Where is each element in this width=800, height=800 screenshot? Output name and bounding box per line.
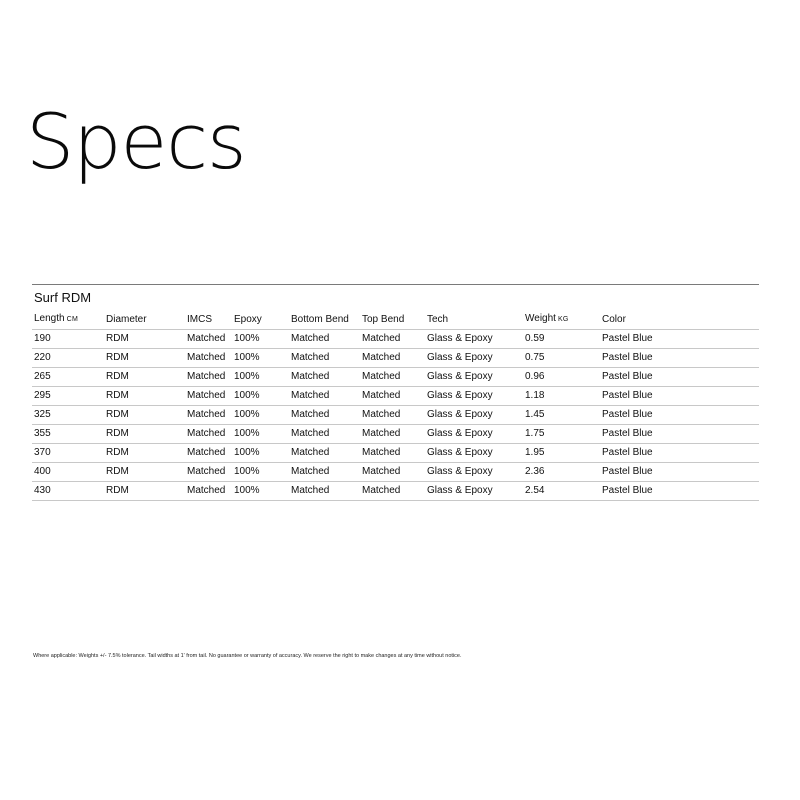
cell-top-bend: Matched: [360, 425, 425, 444]
top-divider: [32, 284, 759, 285]
cell-tech: Glass & Epoxy: [425, 425, 523, 444]
column-header-length: Length CM: [32, 310, 104, 330]
cell-weight: 2.54: [523, 482, 600, 501]
cell-imcs: Matched: [185, 368, 232, 387]
cell-tech: Glass & Epoxy: [425, 330, 523, 349]
cell-bottom-bend: Matched: [289, 482, 360, 501]
column-header-imcs: IMCS: [185, 310, 232, 330]
cell-top-bend: Matched: [360, 406, 425, 425]
cell-diameter: RDM: [104, 444, 185, 463]
cell-epoxy: 100%: [232, 368, 289, 387]
cell-bottom-bend: Matched: [289, 463, 360, 482]
cell-length: 325: [32, 406, 104, 425]
cell-weight: 0.75: [523, 349, 600, 368]
cell-length: 190: [32, 330, 104, 349]
column-header-color: Color: [600, 310, 759, 330]
cell-top-bend: Matched: [360, 387, 425, 406]
cell-bottom-bend: Matched: [289, 444, 360, 463]
cell-epoxy: 100%: [232, 406, 289, 425]
table-row: [32, 368, 759, 387]
cell-top-bend: Matched: [360, 444, 425, 463]
cell-weight: 0.96: [523, 368, 600, 387]
cell-length: 430: [32, 482, 104, 501]
cell-bottom-bend: Matched: [289, 406, 360, 425]
table-header-row: [32, 310, 759, 330]
table-row: [32, 463, 759, 482]
cell-top-bend: Matched: [360, 330, 425, 349]
cell-weight: 1.75: [523, 425, 600, 444]
cell-diameter: RDM: [104, 368, 185, 387]
footnote: Where applicable: Weights +/- 7.5% tolerance. Tail widths at 1' from tail. No guarantee or warranty of accuracy. We reserve the right to make changes at any time without notice.: [33, 653, 462, 659]
cell-diameter: RDM: [104, 387, 185, 406]
cell-weight: 2.36: [523, 463, 600, 482]
cell-length: 295: [32, 387, 104, 406]
cell-tech: Glass & Epoxy: [425, 368, 523, 387]
table-row: [32, 349, 759, 368]
cell-color: Pastel Blue: [600, 330, 759, 349]
cell-diameter: RDM: [104, 482, 185, 501]
cell-epoxy: 100%: [232, 463, 289, 482]
cell-length: 265: [32, 368, 104, 387]
cell-top-bend: Matched: [360, 482, 425, 501]
table-body: [32, 330, 759, 501]
cell-color: Pastel Blue: [600, 387, 759, 406]
cell-imcs: Matched: [185, 349, 232, 368]
column-header-epoxy: Epoxy: [232, 310, 289, 330]
cell-color: Pastel Blue: [600, 482, 759, 501]
cell-color: Pastel Blue: [600, 444, 759, 463]
cell-color: Pastel Blue: [600, 349, 759, 368]
cell-tech: Glass & Epoxy: [425, 444, 523, 463]
cell-weight: 1.18: [523, 387, 600, 406]
cell-color: Pastel Blue: [600, 425, 759, 444]
cell-length: 220: [32, 349, 104, 368]
cell-length: 355: [32, 425, 104, 444]
cell-color: Pastel Blue: [600, 463, 759, 482]
cell-bottom-bend: Matched: [289, 368, 360, 387]
cell-diameter: RDM: [104, 330, 185, 349]
cell-top-bend: Matched: [360, 463, 425, 482]
cell-imcs: Matched: [185, 425, 232, 444]
cell-epoxy: 100%: [232, 482, 289, 501]
column-header-bottom-bend: Bottom Bend: [289, 310, 360, 330]
table-title: Surf RDM: [34, 290, 92, 305]
unit-label: KG: [557, 316, 569, 323]
cell-tech: Glass & Epoxy: [425, 406, 523, 425]
table-row: [32, 387, 759, 406]
cell-bottom-bend: Matched: [289, 387, 360, 406]
table-row: [32, 444, 759, 463]
cell-epoxy: 100%: [232, 330, 289, 349]
cell-weight: 0.59: [523, 330, 600, 349]
cell-weight: 1.45: [523, 406, 600, 425]
cell-top-bend: Matched: [360, 368, 425, 387]
column-header-weight: Weight KG: [523, 310, 600, 330]
cell-color: Pastel Blue: [600, 368, 759, 387]
cell-imcs: Matched: [185, 387, 232, 406]
table-row: [32, 406, 759, 425]
cell-epoxy: 100%: [232, 425, 289, 444]
table-row: [32, 425, 759, 444]
cell-imcs: Matched: [185, 444, 232, 463]
cell-epoxy: 100%: [232, 444, 289, 463]
column-header-diameter: Diameter: [104, 310, 185, 330]
column-header-tech: Tech: [425, 310, 523, 330]
cell-diameter: RDM: [104, 463, 185, 482]
cell-diameter: RDM: [104, 425, 185, 444]
cell-imcs: Matched: [185, 482, 232, 501]
page-title: Specs: [26, 97, 246, 186]
spec-table: [32, 310, 759, 501]
cell-length: 400: [32, 463, 104, 482]
cell-imcs: Matched: [185, 463, 232, 482]
cell-bottom-bend: Matched: [289, 330, 360, 349]
cell-top-bend: Matched: [360, 349, 425, 368]
cell-imcs: Matched: [185, 406, 232, 425]
cell-imcs: Matched: [185, 330, 232, 349]
cell-epoxy: 100%: [232, 349, 289, 368]
cell-tech: Glass & Epoxy: [425, 349, 523, 368]
cell-color: Pastel Blue: [600, 406, 759, 425]
cell-tech: Glass & Epoxy: [425, 387, 523, 406]
cell-weight: 1.95: [523, 444, 600, 463]
table-row: [32, 482, 759, 501]
cell-bottom-bend: Matched: [289, 349, 360, 368]
cell-diameter: RDM: [104, 406, 185, 425]
cell-bottom-bend: Matched: [289, 425, 360, 444]
table-row: [32, 330, 759, 349]
cell-tech: Glass & Epoxy: [425, 463, 523, 482]
unit-label: CM: [66, 316, 79, 323]
cell-length: 370: [32, 444, 104, 463]
cell-tech: Glass & Epoxy: [425, 482, 523, 501]
column-header-top-bend: Top Bend: [360, 310, 425, 330]
cell-diameter: RDM: [104, 349, 185, 368]
cell-epoxy: 100%: [232, 387, 289, 406]
